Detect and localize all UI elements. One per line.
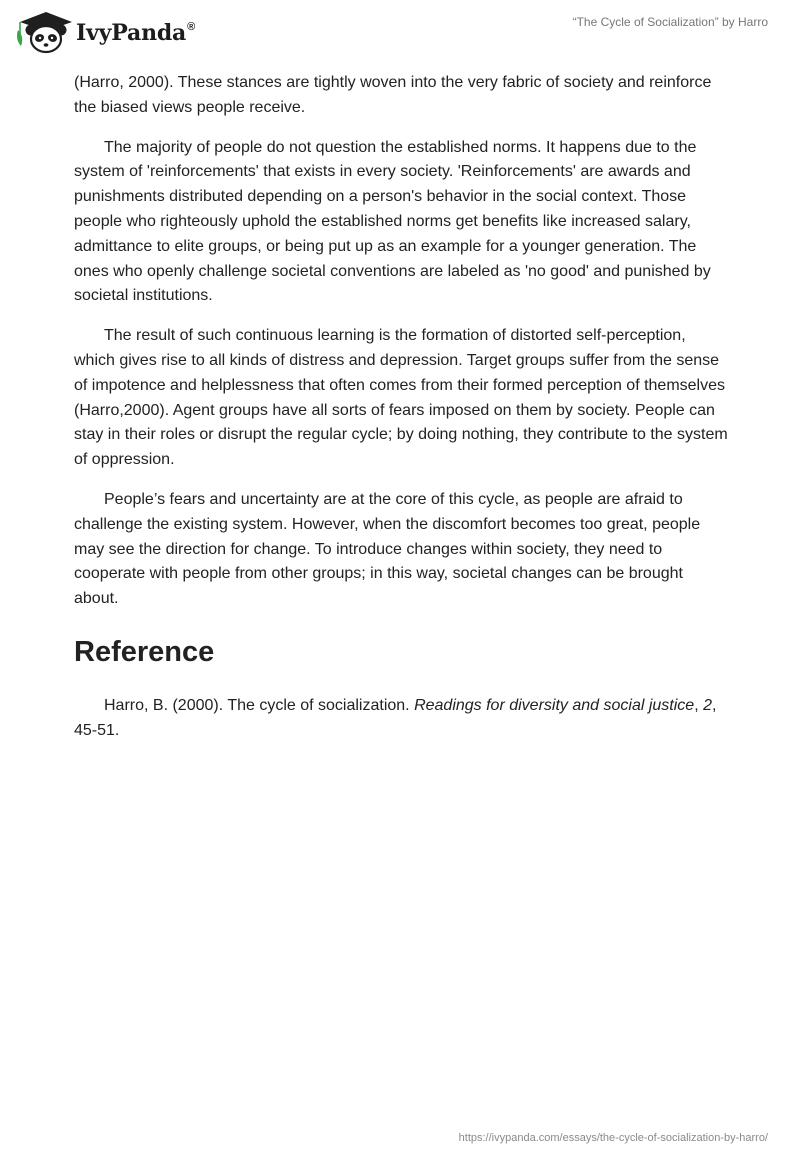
paragraph: The result of such continuous learning is the formation of distorted self-perception, which gives rise to all kinds of distress and depression. Target groups suffer from the sense of impotence and helplessness that often comes from their formed perception of themselves (Harro,2000). Agent groups have all sorts of fears imposed on them by society. People can stay in their roles or disrupt the regular cycle; by doing nothing, they contribute to the system of oppression. (74, 327, 728, 469)
reference-volume: 2 (703, 696, 712, 714)
panda-graduation-cap-icon (14, 8, 74, 54)
logo-wordmark: IvyPanda® (76, 20, 196, 46)
reference-heading: Reference (74, 635, 215, 668)
paragraph-continued: (Harro, 2000). These stances are tightly woven into the very fabric of society and reinforce the biased views people receive. (74, 74, 712, 116)
paragraph: The majority of people do not question the established norms. It happens due to the system of 'reinforcements' that exists in every society. 'Reinforcements' are awards and punishments distributed depending on a person's behavior in the social context. Those people who righteously uphold the established norms get benefits like increased salary, admittance to elite groups, or being put up as an example for a younger generation. The ones who openly challenge societal conventions are labeled as 'no good' and punished by societal institutions. (74, 138, 711, 305)
paragraph: People’s fears and uncertainty are at the core of this cycle, as people are afraid to challenge the existing system. However, when the discomfort becomes too great, people may see the direction for change. To introduce changes within society, they need to cooperate with people from other groups; in this way, societal changes can be brought about. (74, 490, 701, 608)
reference-separator: , (694, 696, 704, 714)
reference-entry (74, 694, 728, 744)
essay-body (74, 71, 728, 759)
footer-source-url[interactable]: https://ivypanda.com/essays/the-cycle-of-socialization-by-harro/ (458, 1132, 768, 1144)
reference-journal: Readings for diversity and social justice (414, 696, 695, 714)
page-header (0, 0, 800, 66)
reference-pages: , 45-51. (74, 696, 717, 739)
reference-author-title: Harro, B. (2000). The cycle of socialization. (104, 696, 415, 714)
running-title: “The Cycle of Socialization” by Harro (572, 15, 768, 29)
ivypanda-logo[interactable] (14, 8, 195, 54)
registered-mark: ® (187, 20, 196, 33)
